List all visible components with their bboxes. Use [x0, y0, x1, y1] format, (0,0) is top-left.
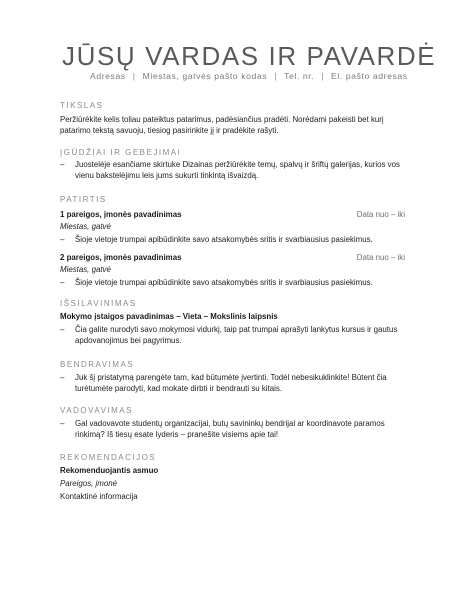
section-title-objective: TIKSLAS: [60, 101, 104, 110]
job-header: [60, 252, 405, 263]
job-title: 1 pareigos, įmonės pavadinimas: [60, 210, 182, 219]
job-bullet-text: Šioje vietoje trumpai apibūdinkite savo atsakomybės sritis ir svarbiausius pasiekimus.: [75, 235, 373, 244]
contact-city: Miestas, gatvės pašto kodas: [142, 71, 268, 81]
communication-bullet: [60, 373, 405, 395]
education-bullet-text: Čia galite nurodyti savo mokymosi vidurkį, taip pat trumpai aprašyti lankytus kursus ir gautus apdovanojimus bei pagyrimus.: [75, 325, 398, 345]
section-title-leadership: VADOVAVIMAS: [60, 406, 133, 415]
reference-role: Pareigos, įmonė: [60, 479, 118, 488]
education-bullet: [60, 325, 405, 347]
contact-email: El. pašto adresas: [331, 71, 408, 81]
job-location: Miestas, gatvė: [60, 222, 111, 231]
communication-bullet-text: Juk šį pristatymą parengėte tam, kad būtumėte įvertinti. Todėl nebesikuklinkite! Būtent čia turėtumėte parodyti, kad mokate dirbti ir bendrauti su kitais.: [75, 373, 387, 393]
job-bullet-text: Šioje vietoje trumpai apibūdinkite savo atsakomybės sritis ir svarbiausius pasiekimus.: [75, 278, 373, 287]
leadership-bullet: [60, 419, 405, 441]
bullet-dash: –: [60, 160, 65, 169]
bullet-dash: –: [60, 373, 65, 382]
section-title-education: IŠSILAVINIMAS: [60, 299, 137, 308]
job-date: Data nuo – iki: [356, 253, 405, 262]
job-bullet: [60, 278, 405, 289]
section-title-communication: BENDRAVIMAS: [60, 360, 135, 369]
contact-separator: |: [274, 71, 278, 81]
contact-separator: |: [132, 71, 136, 81]
contact-address: Adresas: [90, 71, 126, 81]
bullet-dash: –: [60, 325, 65, 334]
reference-contact: Kontaktinė informacija: [60, 492, 138, 501]
job-bullet: [60, 235, 405, 246]
bullet-dash: –: [60, 235, 65, 244]
section-title-skills: ĮGŪDŽIAI IR GEBĖJIMAI: [60, 148, 182, 157]
job-title: 2 pareigos, įmonės pavadinimas: [60, 253, 182, 262]
contact-separator: |: [321, 71, 325, 81]
section-title-references: REKOMENDACIJOS: [60, 453, 157, 462]
job-header: [60, 209, 405, 220]
job-date: Data nuo – iki: [356, 210, 405, 219]
education-school: Mokymo įstaigos pavadinimas – Vieta – Mokslinis laipsnis: [60, 312, 278, 321]
reference-name: Rekomenduojantis asmuo: [60, 466, 159, 475]
skills-bullet-text: Juostelėje esančiame skirtuke Dizainas peržiūrėkite temų, spalvų ir šriftų galerijas, kurios vos vienu bakstelėjimu leis jums sukurti tinkintą išvaizdą.: [75, 160, 400, 180]
leadership-bullet-text: Gal vadovavote studentų organizacijai, butų savininkų bendrijai ar koordinavote paramos rinkimą? Iš tiesų esate lyderis – pranešite visiems apie tai!: [75, 419, 385, 439]
objective-text: Peržiūrėkite kelis toliau pateiktus patarimus, padėsiančius pradėti. Norėdami pakeisti bet kurį patarimo tekstą savuoju, tiesiog pasirinkite jį ir pradėkite rašyti.: [60, 115, 384, 136]
skills-bullet: [60, 160, 405, 182]
section-title-experience: PATIRTIS: [60, 195, 107, 204]
resume-name: JŪSŲ VARDAS IR PAVARDĖ: [62, 41, 437, 71]
bullet-dash: –: [60, 419, 65, 428]
contact-line: [90, 71, 408, 81]
bullet-dash: –: [60, 278, 65, 287]
contact-phone: Tel. nr.: [284, 71, 315, 81]
job-location: Miestas, gatvė: [60, 265, 111, 274]
